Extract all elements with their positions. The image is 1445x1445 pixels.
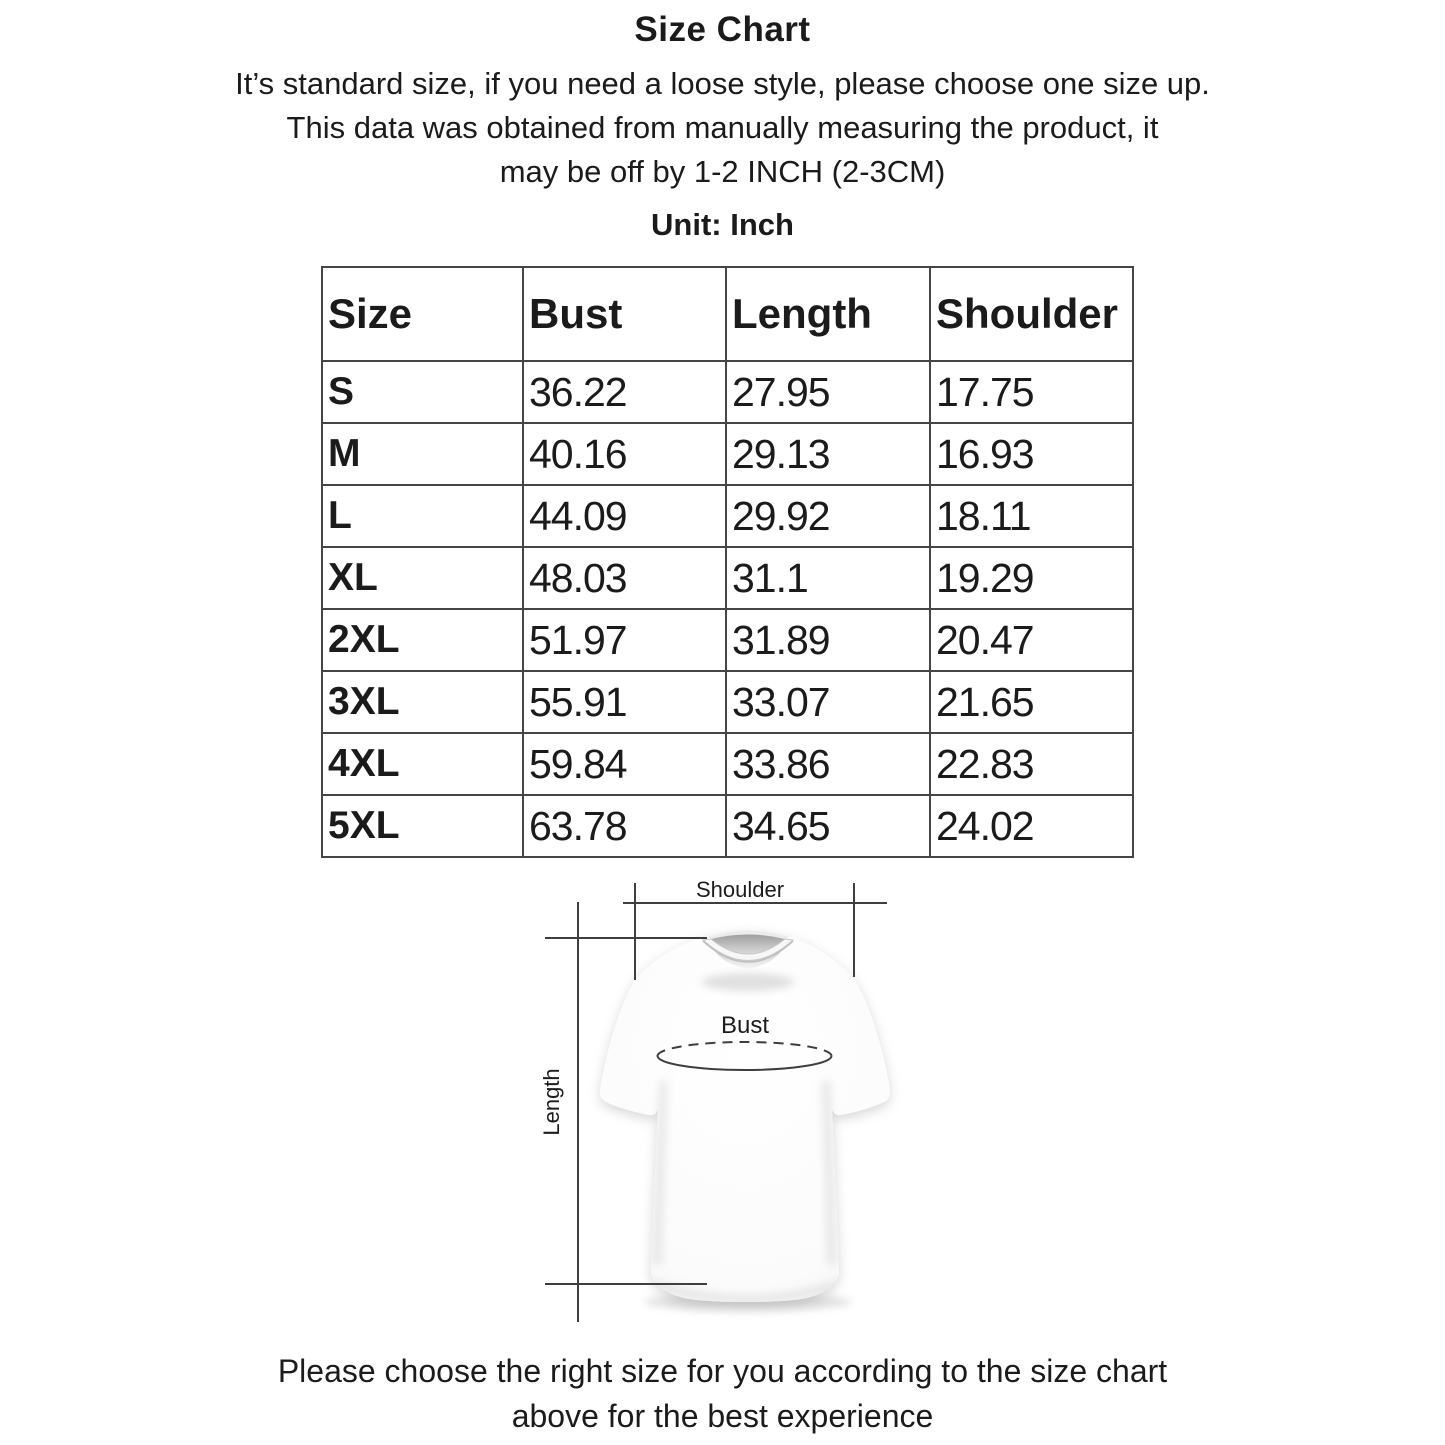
size-note: [0, 62, 1445, 194]
value-cell: 22.83: [930, 733, 1133, 795]
size-cell: 5XL: [322, 795, 523, 857]
header-row: [322, 267, 1133, 361]
table-row: [322, 361, 1133, 423]
value-cell: 19.29: [930, 547, 1133, 609]
size-cell: 4XL: [322, 733, 523, 795]
tshirt-measure-diagram: [520, 865, 950, 1335]
size-table-header: [322, 267, 1133, 361]
value-cell: 59.84: [523, 733, 726, 795]
bust-label: Bust: [720, 1012, 770, 1039]
value-cell: 20.47: [930, 609, 1133, 671]
unit-label: Unit: Inch: [651, 207, 794, 242]
value-cell: 63.78: [523, 795, 726, 857]
value-cell: 18.11: [930, 485, 1133, 547]
shoulder-label: Shoulder: [695, 877, 785, 902]
value-cell: 31.89: [726, 609, 930, 671]
value-cell: 27.95: [726, 361, 930, 423]
table-row: [322, 795, 1133, 857]
value-cell: 33.86: [726, 733, 930, 795]
value-cell: 21.65: [930, 671, 1133, 733]
footer-note: [0, 1349, 1445, 1439]
value-cell: 51.97: [523, 609, 726, 671]
size-table: [321, 266, 1134, 858]
value-cell: 44.09: [523, 485, 726, 547]
tshirt-graphic: [600, 931, 890, 1304]
length-label: Length: [539, 1068, 564, 1136]
table-row: [322, 671, 1133, 733]
value-cell: 29.92: [726, 485, 930, 547]
value-cell: 16.93: [930, 423, 1133, 485]
table-row: [322, 733, 1133, 795]
note-line-1: It’s standard size, if you need a loose style, please choose one size up.: [235, 66, 1210, 101]
size-cell: XL: [322, 547, 523, 609]
footer-line-1: Please choose the right size for you according to the size chart: [277, 1353, 1168, 1389]
footer-line-2: above for the best experience: [511, 1398, 934, 1434]
column-header: Bust: [523, 267, 726, 361]
value-cell: 55.91: [523, 671, 726, 733]
value-cell: 29.13: [726, 423, 930, 485]
size-cell: L: [322, 485, 523, 547]
value-cell: 40.16: [523, 423, 726, 485]
note-line-3: may be off by 1-2 INCH (2-3CM): [499, 154, 946, 189]
size-table-body: [322, 361, 1133, 857]
table-row: [322, 423, 1133, 485]
value-cell: 48.03: [523, 547, 726, 609]
column-header: Length: [726, 267, 930, 361]
value-cell: 34.65: [726, 795, 930, 857]
value-cell: 31.1: [726, 547, 930, 609]
note-line-2: This data was obtained from manually measuring the product, it: [286, 110, 1159, 145]
table-row: [322, 609, 1133, 671]
size-cell: S: [322, 361, 523, 423]
size-cell: 2XL: [322, 609, 523, 671]
value-cell: 17.75: [930, 361, 1133, 423]
value-cell: 33.07: [726, 671, 930, 733]
table-row: [322, 547, 1133, 609]
column-header: Size: [322, 267, 523, 361]
value-cell: 36.22: [523, 361, 726, 423]
page-title: Size Chart: [634, 10, 811, 49]
column-header: Shoulder: [930, 267, 1133, 361]
size-cell: 3XL: [322, 671, 523, 733]
size-cell: M: [322, 423, 523, 485]
under-collar-shading: [702, 973, 794, 991]
value-cell: 24.02: [930, 795, 1133, 857]
table-row: [322, 485, 1133, 547]
